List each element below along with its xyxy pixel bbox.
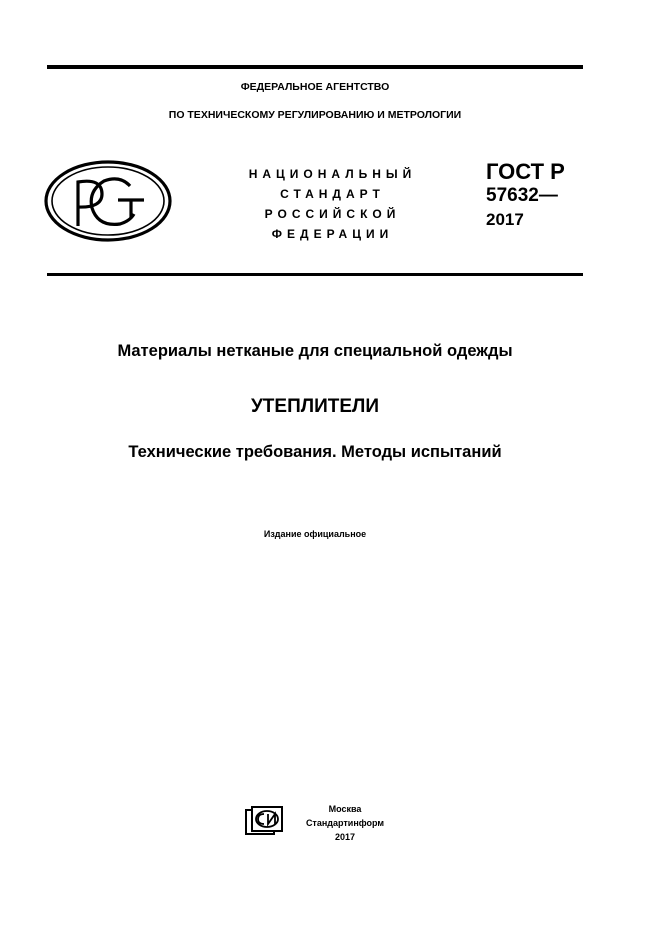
gost-line-2: 57632—: [486, 185, 558, 206]
gost-line-3: 2017: [486, 210, 524, 229]
publisher-year: 2017: [334, 832, 356, 842]
standard-type-line-2: СТАНДАРТ: [280, 187, 385, 201]
publisher-city: Москва: [328, 804, 362, 814]
agency-line-1: ФЕДЕРАЛЬНОЕ АГЕНТСТВО: [240, 81, 390, 93]
national-standard-block: [230, 164, 435, 244]
gost-number: [486, 160, 565, 232]
document-title: Материалы нетканые для специальной одежды: [117, 342, 513, 360]
edition-label: Издание официальное: [263, 529, 367, 539]
standard-type-line-4: ФЕДЕРАЦИИ: [271, 227, 394, 241]
publisher-block: [300, 802, 390, 844]
agency-line-2: ПО ТЕХНИЧЕСКОМУ РЕГУЛИРОВАНИЮ И МЕТРОЛОГИИ: [168, 109, 462, 121]
publisher-name: Стандартинформ: [305, 818, 385, 828]
standartinform-logo-icon: [244, 806, 286, 836]
top-rule: [47, 65, 583, 69]
middle-rule: [47, 273, 583, 276]
gost-line-1: ГОСТ Р: [486, 159, 565, 184]
document-subtitle: УТЕПЛИТЕЛИ: [250, 396, 379, 417]
standard-type-line-3: РОССИЙСКОЙ: [264, 207, 401, 221]
document-part-title: Технические требования. Методы испытаний: [128, 443, 502, 461]
standard-type-line-1: НАЦИОНАЛЬНЫЙ: [248, 167, 417, 181]
rst-certification-icon: [44, 160, 172, 242]
